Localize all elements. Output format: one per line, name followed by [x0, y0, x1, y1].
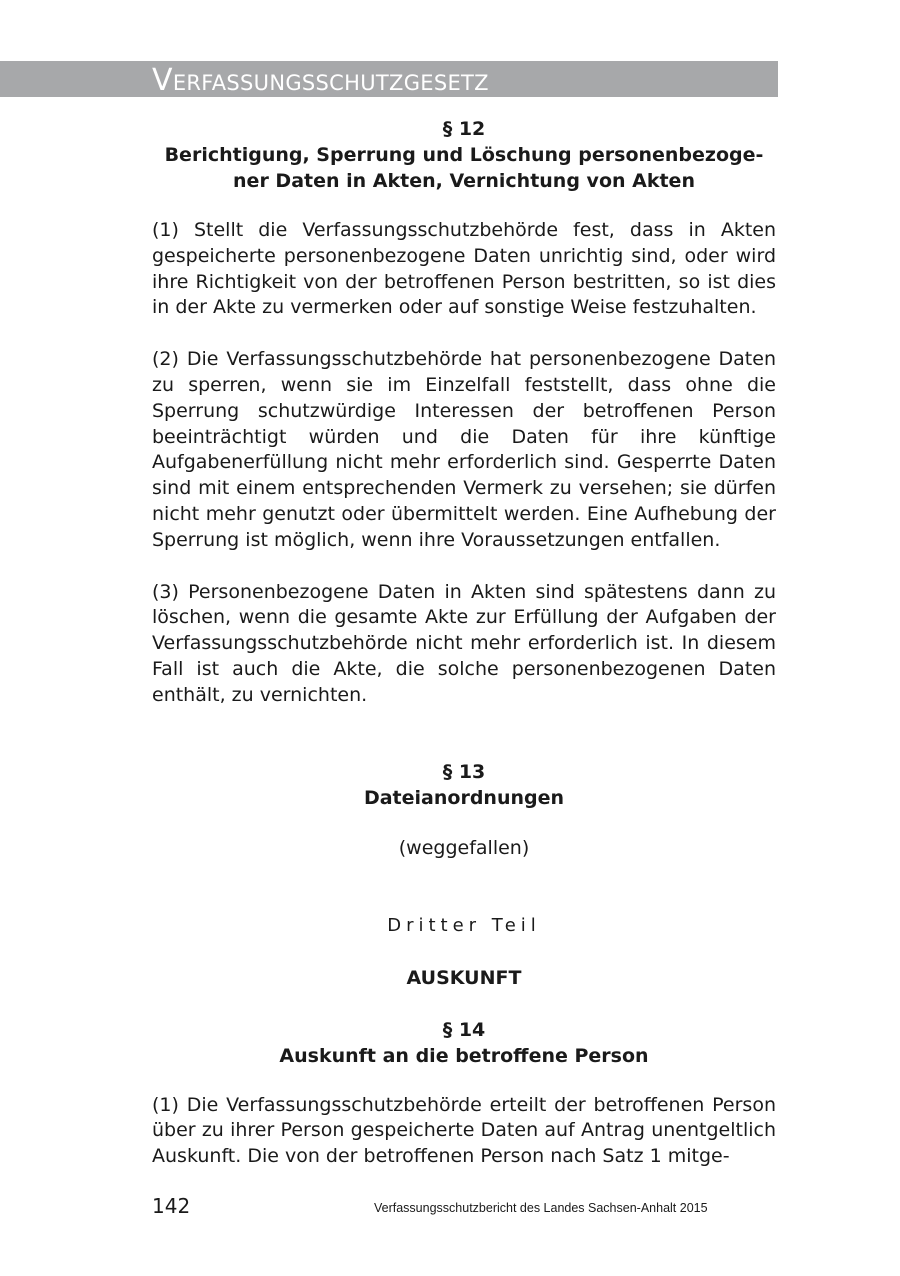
section-12-paragraph-3: (3) Personenbezogene Daten in Akten sind spätestens dann zu löschen, wenn die gesamte Akte zur Erfüllung der Aufgaben der Verfassungsschutzbehörde nicht mehr erforderlich ist. In diesem Fall ist auch die Akte, die solche personenbezogenen Daten enthält, zu vernichten. — [152, 580, 776, 706]
section-14-paragraph-1: (1) Die Verfassungsschutzbehörde erteilt der betroffenen Person über zu ihrer Person gespeicherte Daten auf Antrag unentgeltlich Auskunft. Die von der betroffenen Person nach Satz 1 mitge- — [152, 1093, 776, 1168]
section-13-heading — [152, 759, 776, 811]
section-13-title: Dateianordnungen — [363, 786, 565, 809]
section-12-title-line-1: Berichtigung, Sperrung und Löschung personenbezoge- — [164, 144, 764, 166]
page-number: 142 — [152, 1194, 191, 1218]
running-header-title: Verfassungsschutzgesetz — [152, 63, 489, 98]
section-14-heading — [152, 1017, 776, 1069]
section-13-note: (weggefallen) — [398, 836, 530, 859]
section-12-number: § 12 — [442, 118, 486, 140]
section-14-title: Auskunft an die betroffene Person — [279, 1044, 649, 1067]
section-12-heading — [152, 116, 776, 194]
section-13-number: § 13 — [442, 760, 486, 783]
part-3-label: Dritter Teil — [387, 914, 541, 936]
section-12-title-line-2: ner Daten in Akten, Vernichtung von Akten — [233, 170, 695, 192]
footer-publication: Verfassungsschutzbericht des Landes Sachsen-Anhalt 2015 — [374, 1201, 708, 1215]
section-14-number: § 14 — [442, 1018, 486, 1041]
header-bar — [0, 61, 778, 97]
page-content — [152, 116, 776, 1170]
section-12-paragraph-2: (2) Die Verfassungsschutzbehörde hat personenbezogene Daten zu sperren, wenn sie im Einzelfall feststellt, dass ohne die Sperrung schutzwürdige Interessen der betroffenen Person beeinträchtigt würden und die Daten für ihre künftige Aufgabenerfüllung nicht mehr erforderlich sind. Gesperrte Daten sind mit einem entsprechenden Vermerk zu versehen; sie dürfen nicht mehr genutzt oder übermittelt werden. Eine Aufhebung der Sperrung ist möglich, wenn ihre Voraussetzungen entfallen. — [152, 348, 776, 551]
part-3-title: AUSKUNFT — [406, 966, 522, 989]
section-12-paragraph-1: (1) Stellt die Verfassungsschutzbehörde fest, dass in Akten gespeicherte personenbezogene Daten unrichtig sind, oder wird ihre Richtigkeit von der betroffenen Person bestritten, so ist dies in der Akte zu vermerken oder auf sonstige Weise festzuhalten. — [152, 219, 776, 319]
